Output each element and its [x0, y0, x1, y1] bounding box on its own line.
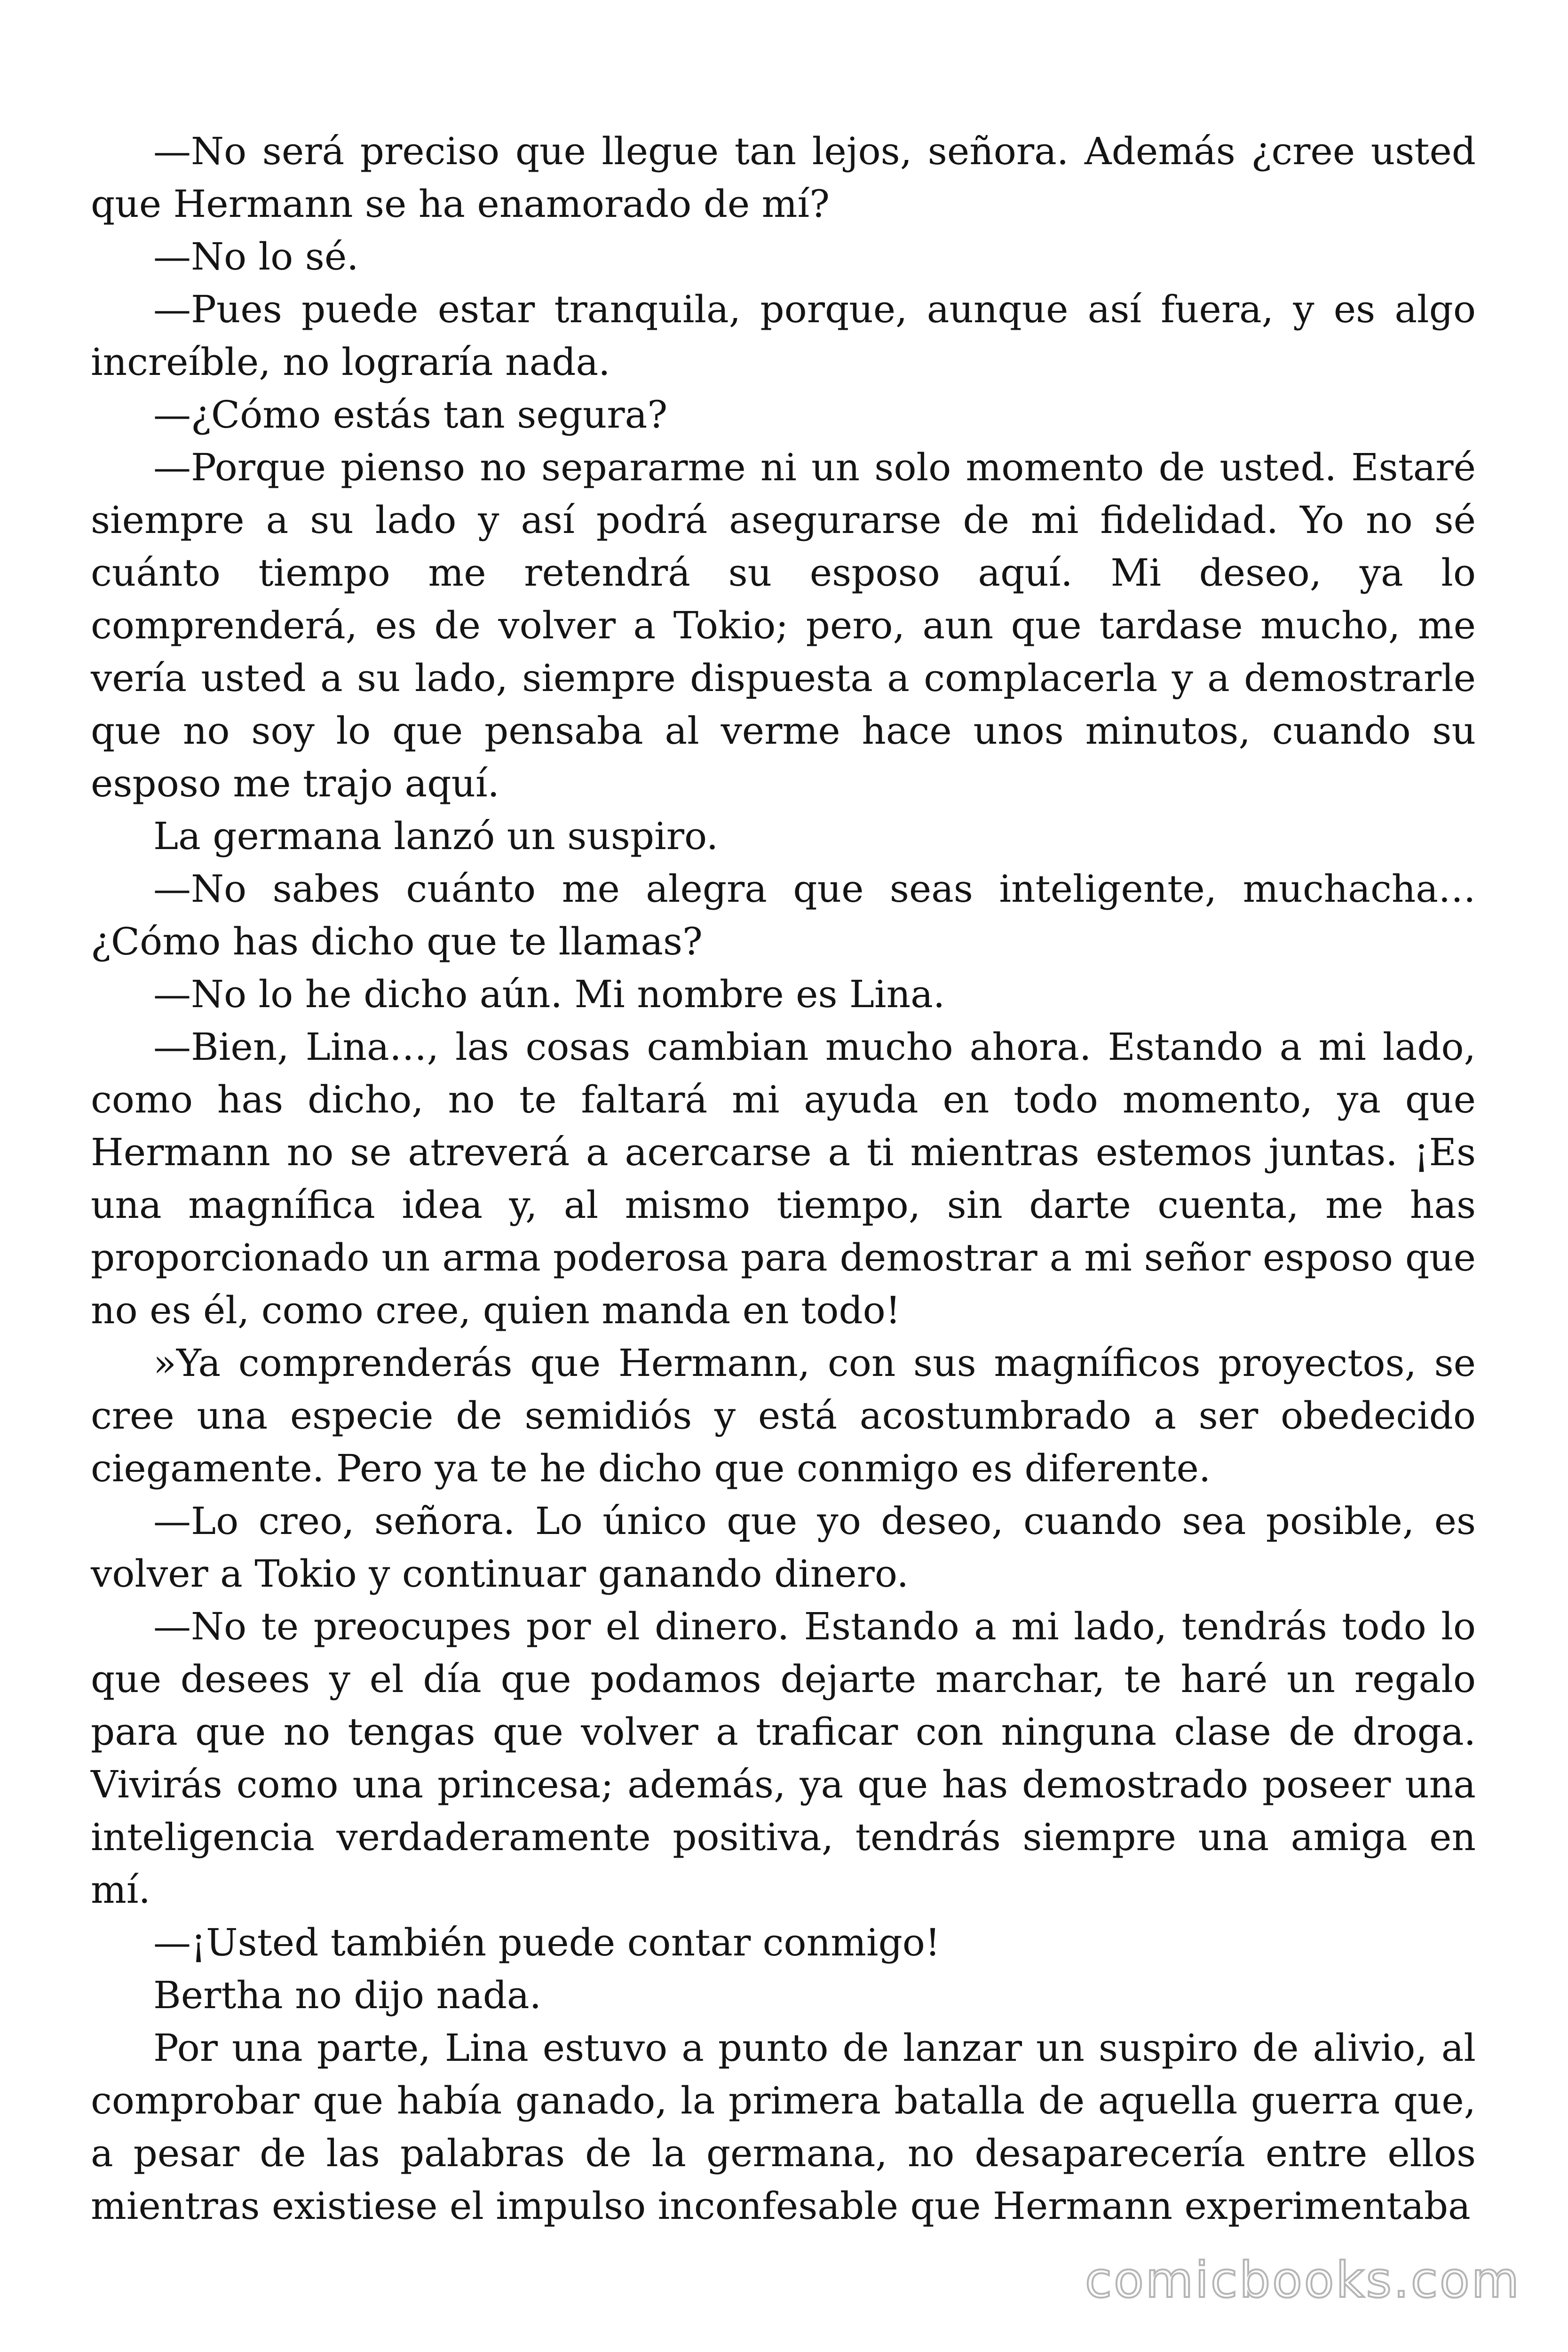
- paragraph: —¿Cómo estás tan segura?: [153, 393, 668, 437]
- body-text: [91, 125, 1476, 2233]
- paragraph: —Pues puede estar tranquila, porque, aunque así fuera, y es algo increíble, no lograría nada.: [91, 287, 1476, 384]
- paragraph: —No te preocupes por el dinero. Estando a mi lado, tendrás todo lo que desees y el día que podamos dejarte marchar, te haré un regalo para que no tengas que volver a traficar con ninguna clase de droga. Vivirás como una princesa; además, ya que has demostrado poseer una inteligencia verdaderamente positiva, tendrás siempre una amiga en mí.: [91, 1605, 1476, 1912]
- paragraph: —¡Usted también puede contar conmigo!: [153, 1921, 941, 1964]
- paragraph: —Lo creo, señora. Lo único que yo deseo, cuando sea posible, es volver a Tokio y continuar ganando dinero.: [91, 1499, 1476, 1596]
- paragraph: —No sabes cuánto me alegra que seas inteligente, muchacha… ¿Cómo has dicho que te llamas?: [91, 867, 1476, 963]
- paragraph: Por una parte, Lina estuvo a punto de lanzar un suspiro de alivio, al comprobar que había ganado, la primera batalla de aquella guerra que, a pesar de las palabras de la germana, no desaparecería entre ellos mientras existiese el impulso inconfesable que Hermann experimentaba: [91, 2026, 1476, 2228]
- paragraph: —No lo sé.: [153, 235, 359, 278]
- paragraph: La germana lanzó un suspiro.: [153, 814, 719, 858]
- paragraph: »Ya comprenderás que Hermann, con sus magníficos proyectos, se cree una especie de semidiós y está acostumbrado a ser obedecido ciegamente. Pero ya te he dicho que conmigo es diferente.: [91, 1341, 1476, 1490]
- paragraph: —No será preciso que llegue tan lejos, señora. Además ¿cree usted que Hermann se ha enamorado de mí?: [91, 129, 1476, 226]
- paragraph: —Bien, Lina…, las cosas cambian mucho ahora. Estando a mi lado, como has dicho, no te faltará mi ayuda en todo momento, ya que Hermann no se atreverá a acercarse a ti mientras estemos juntas. ¡Es una magnífica idea y, al mismo tiempo, sin darte cuenta, me has proporcionado un arma poderosa para demostrar a mi señor esposo que no es él, como cree, quien manda en todo!: [91, 1025, 1476, 1332]
- paragraph: —No lo he dicho aún. Mi nombre es Lina.: [153, 972, 945, 1016]
- paragraph: —Porque pienso no separarme ni un solo momento de usted. Estaré siempre a su lado y así podrá asegurarse de mi fidelidad. Yo no sé cuánto tiempo me retendrá su esposo aquí. Mi deseo, ya lo comprenderá, es de volver a Tokio; pero, aun que tardase mucho, me vería usted a su lado, siempre dispuesta a complacerla y a demostrarle que no soy lo que pensaba al verme hace unos minutos, cuando su esposo me trajo aquí.: [91, 445, 1476, 805]
- paragraph: Bertha no dijo nada.: [153, 1973, 542, 2017]
- site-watermark: comicbooks.com: [1085, 2251, 1521, 2309]
